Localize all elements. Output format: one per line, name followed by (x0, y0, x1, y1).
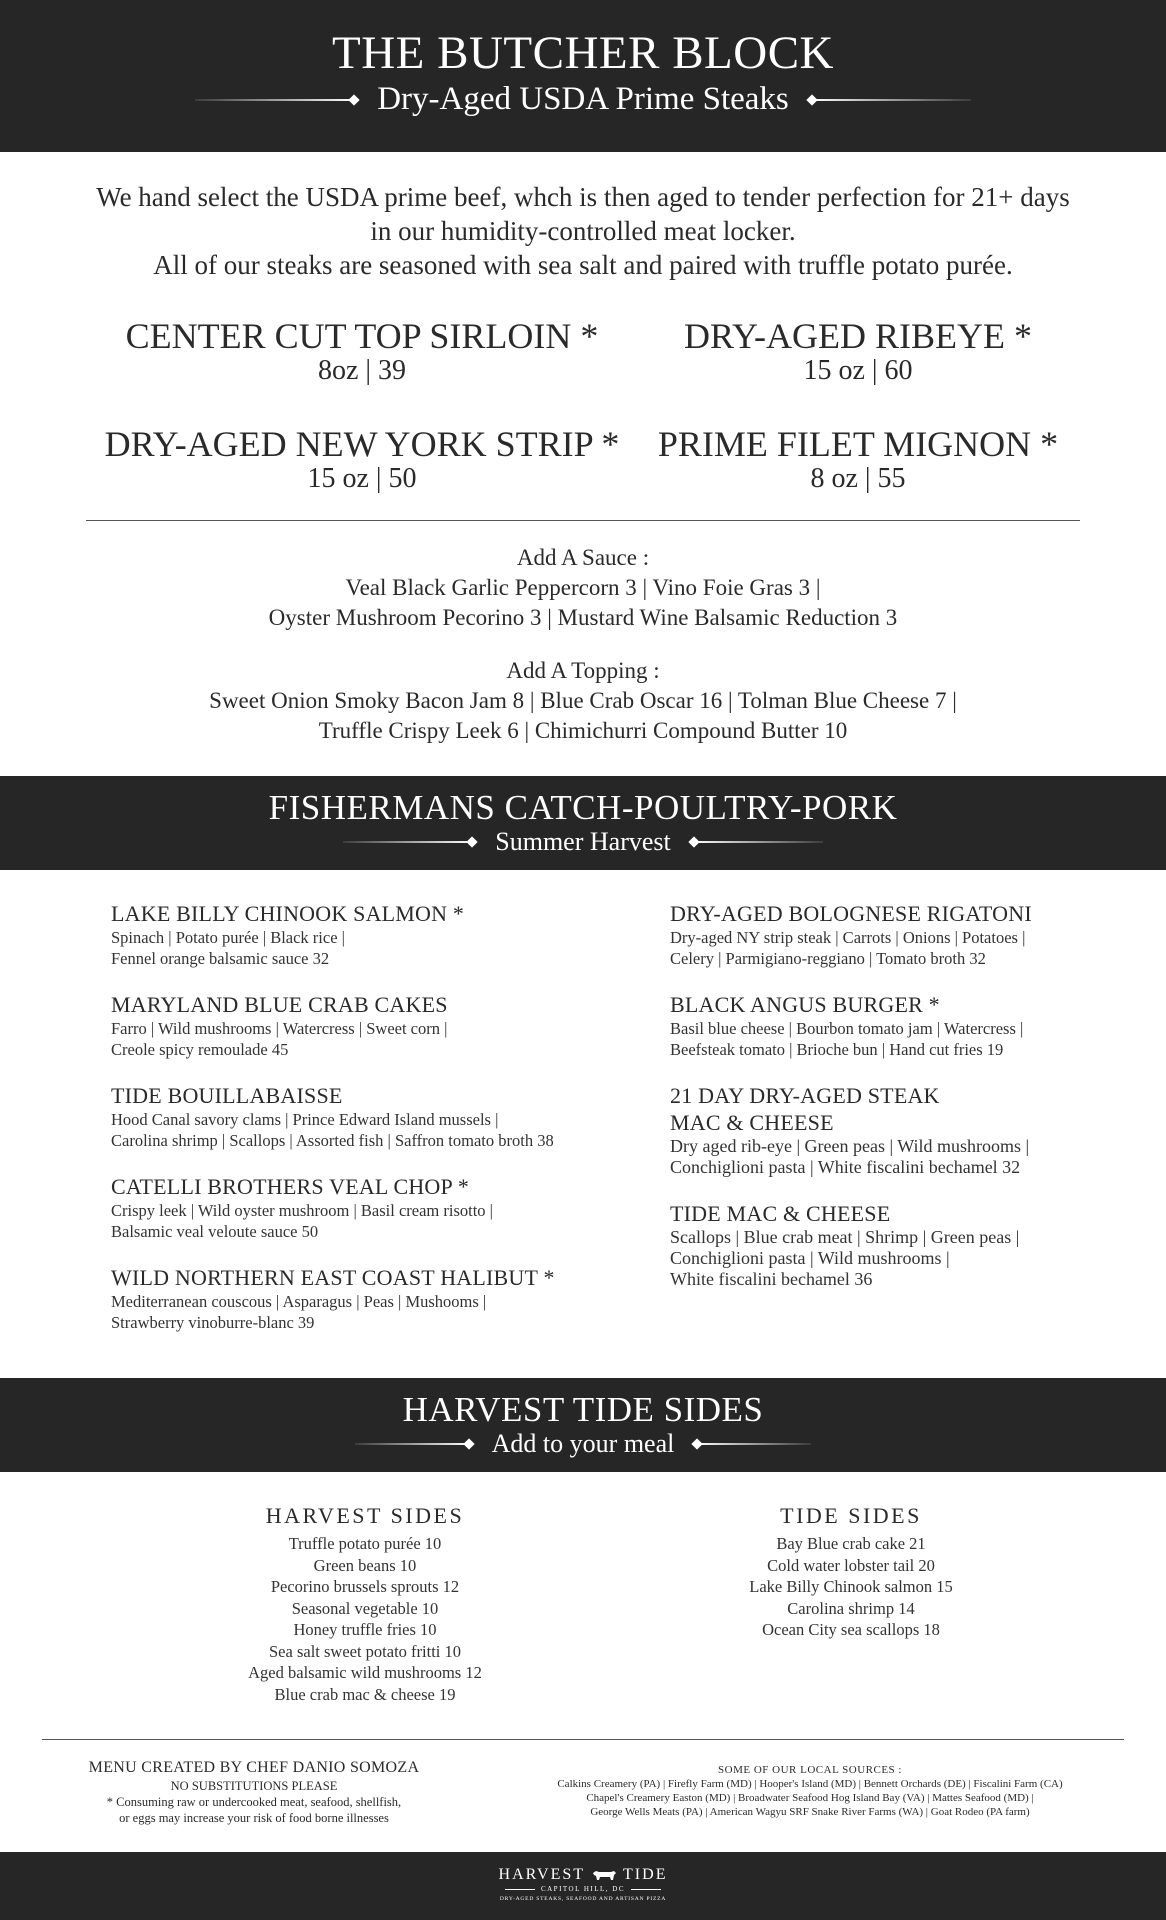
dish-name: CATELLI BROTHERS VEAL CHOP * (111, 1174, 470, 1199)
header-band (0, 0, 1166, 152)
sources-line: Calkins Creamery (PA) | Firefly Farm (MD) | Hooper's Island (MD) | Bennett Orchards (DE) | Fiscalini Farm (CA) (557, 1778, 1063, 1790)
dishes-left-column (111, 900, 581, 1355)
sides-heading: HARVEST SIDES (265, 1503, 465, 1528)
dish-name: WILD NORTHERN EAST COAST HALIBUT * (111, 1265, 555, 1290)
steak-price: 15 oz | 50 (307, 463, 417, 494)
intro-line: All of our steaks are seasoned with sea salt and paired with truffle potato purée. (153, 250, 1013, 280)
logo-rule (505, 1889, 535, 1890)
ornament-rule-left (355, 1443, 470, 1445)
dish-item (111, 900, 581, 969)
chef-credit: MENU CREATED BY CHEF DANIO SOMOZA (88, 1759, 420, 1776)
side-item: Aged balsamic wild mushrooms 12 (248, 1663, 482, 1682)
tide-sides (686, 1502, 1016, 1641)
page-title: THE BUTCHER BLOCK (332, 27, 834, 79)
section-subtitle-row (0, 1431, 1166, 1457)
side-item: Sea salt sweet potato fritti 10 (269, 1641, 461, 1661)
logo-location: CAPITOL HILL, DC (540, 1885, 626, 1893)
side-item: Green beans 10 (313, 1555, 417, 1575)
intro-line: We hand select the USDA prime beef, whch is then aged to tender perfection for 21+ days (96, 182, 1070, 212)
dish-description: Basil blue cheese | Bourbon tomato jam | Watercress | Beefsteak tomato | Brioche bun | Hand cut fries 19 (670, 1019, 1024, 1059)
dish-description: Dry-aged NY strip steak | Carrots | Onions | Potatoes | Celery | Parmigiano-reggiano | Tomato broth 32 (670, 928, 1026, 968)
ornament-rule-right (811, 99, 971, 101)
ornament-rule-left (343, 841, 473, 843)
dish-name: MARYLAND BLUE CRAB CAKES (111, 992, 448, 1017)
footer-notes (60, 1758, 448, 1826)
dish-name: LAKE BILLY CHINOOK SALMON * (111, 901, 465, 926)
sauce-line: Veal Black Garlic Peppercorn 3 | Vino Foie Gras 3 | (345, 575, 821, 600)
sides-heading: TIDE SIDES (780, 1503, 922, 1528)
dish-description: Mediterranean couscous | Asparagus | Peas | Mushooms | Strawberry vinoburre-blanc 39 (111, 1292, 487, 1332)
dish-item (111, 1082, 581, 1151)
steak-item (608, 424, 1108, 494)
logo-rule (631, 1889, 661, 1890)
ornament-rule-right (696, 1443, 811, 1445)
section-subtitle: Summer Harvest (495, 827, 671, 856)
harvest-sides (200, 1502, 530, 1705)
dish-description: Dry aged rib-eye | Green peas | Wild mushrooms | Conchiglioni pasta | White fiscalini bechamel 32 (670, 1136, 1030, 1177)
section-subtitle: Add to your meal (491, 1429, 675, 1458)
dish-item (111, 1264, 581, 1333)
dish-name: TIDE BOUILLABAISSE (111, 1083, 343, 1108)
logo-band (0, 1852, 1166, 1920)
topping-line: Truffle Crispy Leek 6 | Chimichurri Compound Butter 10 (318, 718, 848, 743)
logo-tagline: DRY-AGED STEAKS, SEAFOOD AND ARTISAN PIZZA (499, 1896, 667, 1902)
topping-line: Sweet Onion Smoky Bacon Jam 8 | Blue Crab Oscar 16 | Tolman Blue Cheese 7 | (209, 688, 957, 713)
sources-line: George Wells Meats (PA) | American Wagyu SRF Snake River Farms (WA) | Goat Rodeo (PA farm) (590, 1806, 1030, 1818)
dish-item (111, 991, 581, 1060)
no-substitutions: NO SUBSTITUTIONS PLEASE (170, 1779, 338, 1793)
section-title: FISHERMANS CATCH-POULTRY-PORK (268, 788, 898, 827)
local-sources (490, 1763, 1130, 1819)
logo-word-left: HARVEST (498, 1866, 586, 1883)
dish-name: DRY-AGED BOLOGNESE RIGATONI (670, 901, 1032, 926)
dish-item (670, 1082, 1130, 1178)
health-warning: * Consuming raw or undercooked meat, seafood, shellfish, (106, 1795, 402, 1809)
side-item: Honey truffle fries 10 (293, 1620, 437, 1639)
side-item: Bay Blue crab cake 21 (776, 1534, 926, 1553)
dish-description: Farro | Wild mushrooms | Watercress | Sweet corn | Creole spicy remoulade 45 (111, 1019, 448, 1059)
dish-name: TIDE MAC & CHEESE (670, 1201, 891, 1226)
section-band-sides (0, 1378, 1166, 1472)
steak-item (62, 316, 662, 386)
side-item: Lake Billy Chinook salmon 15 (749, 1577, 953, 1596)
divider (86, 520, 1080, 521)
steak-name: DRY-AGED RIBEYE * (684, 316, 1032, 356)
dish-name: 21 DAY DRY-AGED STEAK MAC & CHEESE (670, 1083, 940, 1135)
steak-price: 15 oz | 60 (803, 355, 913, 386)
steak-price: 8oz | 39 (317, 355, 407, 386)
section-band-mains (0, 776, 1166, 870)
dish-name: BLACK ANGUS BURGER * (670, 992, 940, 1017)
steak-price: 8 oz | 55 (810, 463, 906, 494)
section-title: HARVEST TIDE SIDES (402, 1390, 764, 1429)
header-subtitle-row (0, 83, 1166, 116)
side-item: Seasonal vegetable 10 (291, 1598, 439, 1618)
divider (42, 1739, 1124, 1740)
side-item: Blue crab mac & cheese 19 (274, 1684, 456, 1704)
ornament-rule-right (693, 841, 823, 843)
topping-label: Add A Topping : (506, 658, 660, 683)
steak-name: PRIME FILET MIGNON * (657, 424, 1059, 464)
ornament-rule-left (195, 99, 355, 101)
dishes-right-column (670, 900, 1130, 1312)
dish-description: Hood Canal savory clams | Prince Edward Island mussels | Carolina shrimp | Scallops | Assorted fish | Saffron tomato broth 38 (111, 1110, 554, 1150)
side-item: Pecorino brussels sprouts 12 (270, 1577, 460, 1596)
intro-line: in our humidity-controlled meat locker. (370, 216, 796, 246)
dish-item (670, 991, 1130, 1060)
dish-description: Spinach | Potato purée | Black rice | Fennel orange balsamic sauce 32 (111, 928, 345, 968)
side-item: Ocean City sea scallops 18 (762, 1620, 940, 1639)
steak-name: CENTER CUT TOP SIRLOIN * (125, 316, 599, 356)
cow-icon (591, 1868, 617, 1882)
dish-description: Crispy leek | Wild oyster mushroom | Basil cream risotto | Balsamic veal veloute sauce 50 (111, 1201, 493, 1241)
intro-text (60, 180, 1106, 282)
sources-label: SOME OF OUR LOCAL SOURCES : (718, 1764, 902, 1776)
side-item: Cold water lobster tail 20 (767, 1555, 935, 1575)
steak-item (608, 316, 1108, 386)
header-subtitle: Dry-Aged USDA Prime Steaks (377, 81, 789, 117)
side-item: Truffle potato purée 10 (288, 1534, 442, 1553)
sauce-block (0, 543, 1166, 633)
sources-line: Chapel's Creamery Easton (MD) | Broadwater Seafood Hog Island Bay (VA) | Mattes Seafood (MD) | (586, 1792, 1034, 1804)
logo-location-row (0, 1884, 1166, 1894)
dish-item (111, 1173, 581, 1242)
logo (0, 1866, 1166, 1884)
topping-block (0, 656, 1166, 746)
dish-item (670, 900, 1130, 969)
section-subtitle-row (0, 829, 1166, 855)
health-warning: or eggs may increase your risk of food borne illnesses (119, 1811, 389, 1825)
sauce-label: Add A Sauce : (516, 545, 650, 570)
dish-description: Scallops | Blue crab meat | Shrimp | Green peas | Conchiglioni pasta | Wild mushrooms | White fiscalini bechamel 36 (670, 1227, 1020, 1289)
dish-item (670, 1200, 1130, 1290)
sauce-line: Oyster Mushroom Pecorino 3 | Mustard Wine Balsamic Reduction 3 (268, 605, 898, 630)
logo-word-right: TIDE (623, 1866, 668, 1883)
steak-item (62, 424, 662, 494)
steak-name: DRY-AGED NEW YORK STRIP * (104, 424, 620, 464)
side-item: Carolina shrimp 14 (787, 1598, 915, 1618)
